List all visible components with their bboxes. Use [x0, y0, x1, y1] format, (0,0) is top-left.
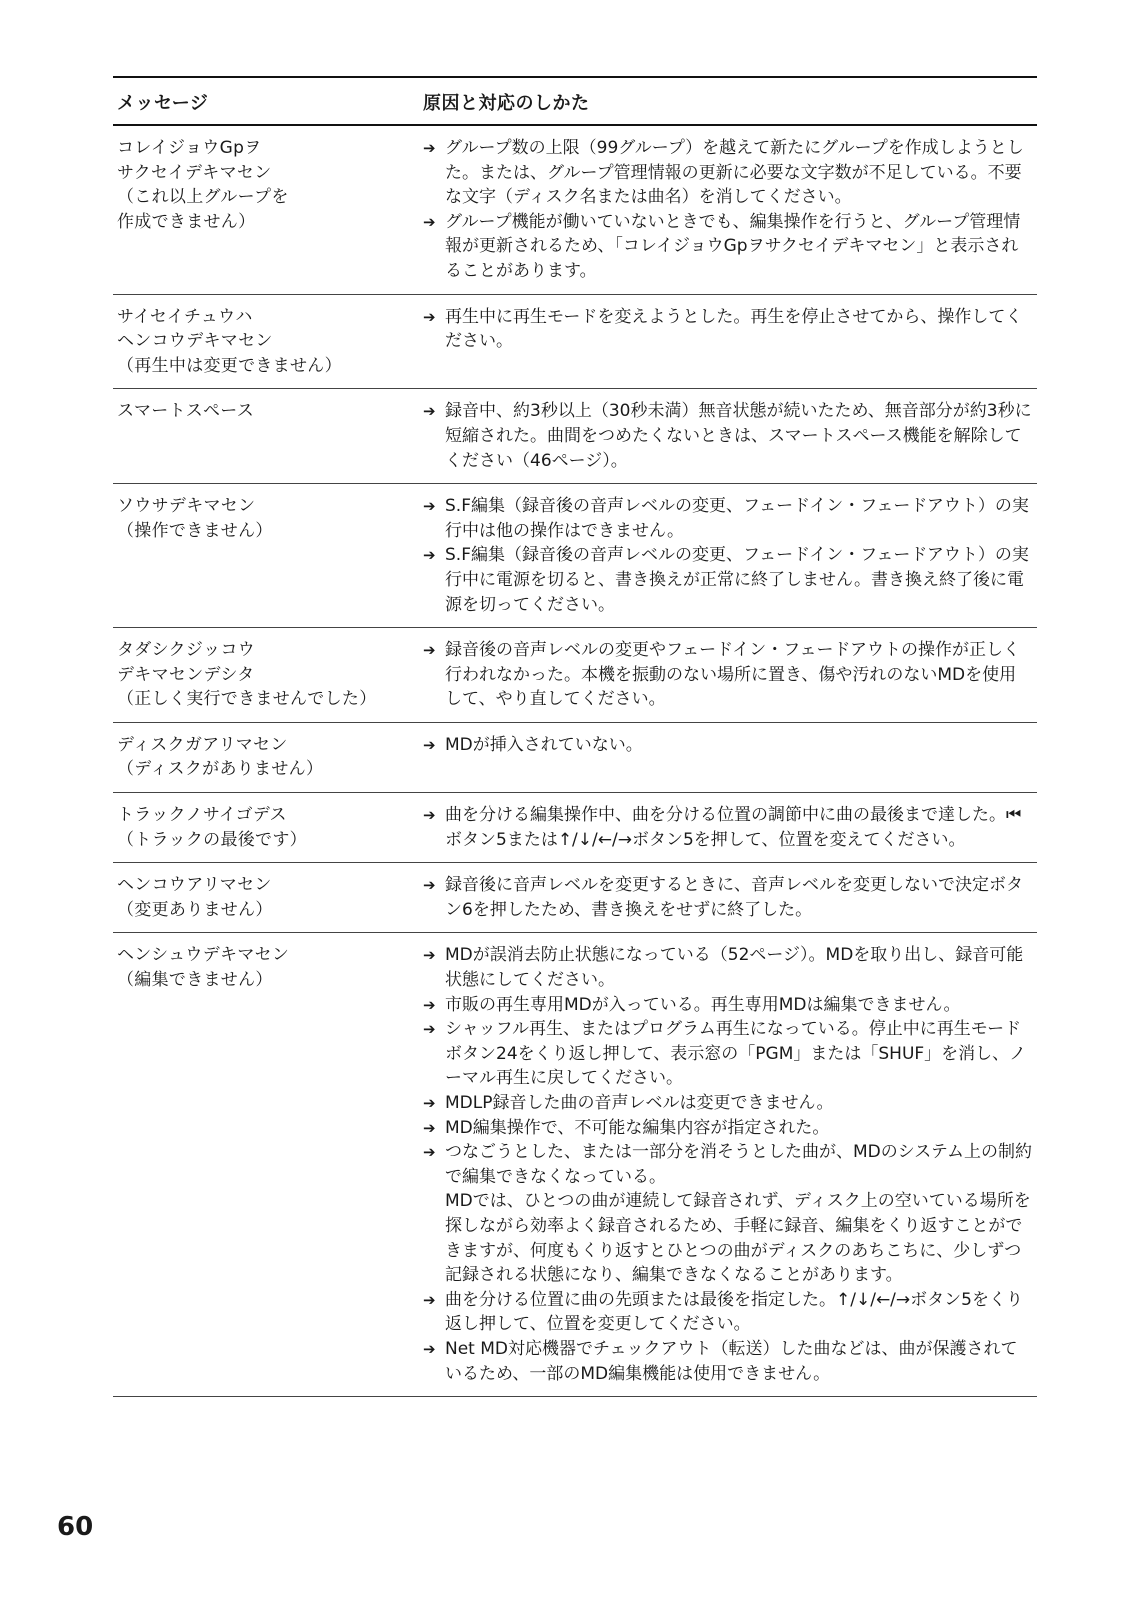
- arrow-icon: ➔: [423, 1020, 436, 1039]
- arrow-icon: ➔: [423, 402, 436, 421]
- cause-text: MDLP録音した曲の音声レベルは変更できません。: [445, 1093, 834, 1113]
- table-row: [113, 125, 1037, 294]
- page-number: 60: [57, 1512, 94, 1542]
- table-row: [113, 484, 1037, 628]
- cause-text: つなごうとした、または一部分を消そうとした曲が、MDのシステム上の制約で編集できなくなっている。: [445, 1142, 1033, 1187]
- message-line: （正しく実行できませんでした）: [117, 689, 377, 710]
- table-row: [113, 933, 1037, 1397]
- arrow-icon: ➔: [423, 1290, 436, 1309]
- cause-cell: [419, 628, 1037, 723]
- message-line: （編集できません）: [117, 970, 273, 991]
- message-line: デキマセンデシタ: [117, 664, 255, 685]
- table-header-row: [113, 77, 1037, 125]
- cause-item: [423, 1017, 1033, 1091]
- message-line: （これ以上グループを: [117, 187, 289, 208]
- message-cell: [113, 863, 419, 933]
- troubleshooting-table-container: [113, 76, 1037, 1397]
- cause-item: [423, 993, 1033, 1018]
- message-cell: [113, 125, 419, 294]
- arrow-icon: ➔: [423, 735, 436, 754]
- cause-text: 録音後に音声レベルを変更するときに、音声レベルを変更しないで決定ボタン6を押したため、書き換えをせずに終了した。: [445, 875, 1023, 920]
- arrow-icon: ➔: [423, 497, 436, 516]
- message-cell: [113, 933, 419, 1397]
- cause-cell: [419, 484, 1037, 628]
- message-line: ヘンシュウデキマセン: [117, 945, 290, 966]
- cause-text: S.F編集（録音後の音声レベルの変更、フェードイン・フェードアウト）の実行中に電源を切ると、書き換えが正常に終了しません。書き換え終了後に電源を切ってください。: [445, 545, 1029, 615]
- arrow-icon: ➔: [423, 307, 436, 326]
- cause-cell: [419, 389, 1037, 484]
- message-line: ソウサデキマセン: [117, 496, 256, 517]
- arrow-icon: ➔: [423, 995, 436, 1014]
- message-line: サイセイチュウハ: [117, 306, 253, 327]
- table-body: [113, 125, 1037, 1397]
- cause-text: グループ機能が働いていないときでも、編集操作を行うと、グループ管理情報が更新されるため、「コレイジョウGpヲサクセイデキマセン」と表示されることがあります。: [445, 211, 1021, 281]
- message-line: サクセイデキマセン: [117, 162, 272, 183]
- cause-item: [423, 399, 1033, 473]
- message-line: タダシクジッコウ: [117, 640, 256, 661]
- arrow-icon: ➔: [423, 1118, 436, 1137]
- cause-text: 録音中、約3秒以上（30秒未満）無音状態が続いたため、無音部分が約3秒に短縮された。曲間をつめたくないときは、スマートスペース機能を解除してください（46ページ）。: [445, 401, 1032, 471]
- cause-item: [423, 733, 1033, 758]
- cause-item: [423, 873, 1033, 922]
- message-line: コレイジョウGpヲ: [117, 138, 262, 158]
- message-cell: [113, 389, 419, 484]
- message-line: （トラックの最後です）: [117, 829, 307, 850]
- cause-item: [423, 638, 1033, 712]
- message-line: 作成できません）: [117, 211, 256, 232]
- cause-item: [423, 1337, 1033, 1386]
- cause-item: [423, 210, 1033, 284]
- arrow-icon: ➔: [423, 946, 436, 965]
- message-line: スマートスペース: [117, 401, 255, 422]
- arrow-icon: ➔: [423, 1143, 436, 1162]
- message-line: ヘンコウデキマセン: [117, 331, 273, 352]
- cause-item: [423, 1288, 1033, 1337]
- cause-text: MDが誤消去防止状態になっている（52ページ）。MDを取り出し、録音可能状態にしてください。: [445, 945, 1024, 991]
- cause-item: [423, 803, 1033, 852]
- message-cell: [113, 628, 419, 723]
- cause-cell: [419, 793, 1037, 863]
- table-row: [113, 628, 1037, 723]
- arrow-icon: ➔: [423, 546, 436, 565]
- arrow-icon: ➔: [423, 641, 436, 660]
- cause-item: [423, 543, 1033, 617]
- message-cell: [113, 484, 419, 628]
- cause-note: MDでは、ひとつの曲が連続して録音されず、ディスク上の空いている場所を探しながら効率よく録音されるため、手軽に録音、編集をくり返すことができますが、何度もくり返すとひとつの曲がディスクのあちこちに、少しずつ記録される状態になり、編集できなくなることがあります。: [445, 1191, 1031, 1286]
- cause-item: [423, 305, 1033, 354]
- cause-text: グループ数の上限（99グループ）を越えて新たにグループを作成しようとした。または、グループ管理情報の更新に必要な文字数が不足している。不要な文字（ディスク名または曲名）を消してください。: [445, 138, 1024, 208]
- arrow-icon: ➔: [423, 212, 436, 231]
- cause-text: 市販の再生専用MDが入っている。再生専用MDは編集できません。: [445, 994, 961, 1015]
- cause-cell: [419, 933, 1037, 1397]
- message-line: （変更ありません）: [117, 899, 273, 920]
- message-line: ヘンコウアリマセン: [117, 875, 272, 896]
- cause-text: 録音後の音声レベルの変更やフェードイン・フェードアウトの操作が正しく行われなかった。本機を振動のない場所に置き、傷や汚れのないMDを使用して、やり直してください。: [445, 640, 1020, 710]
- table-row: [113, 722, 1037, 792]
- table-row: [113, 294, 1037, 389]
- cause-item: [423, 943, 1033, 992]
- message-line: （ディスクがありません）: [117, 759, 324, 780]
- cause-cell: [419, 863, 1037, 933]
- message-cell: [113, 294, 419, 389]
- cause-cell: [419, 294, 1037, 389]
- cause-item: [423, 1091, 1033, 1116]
- message-cell: [113, 793, 419, 863]
- cause-text: MDが挿入されていない。: [445, 734, 643, 755]
- message-line: ディスクガアリマセン: [117, 734, 288, 755]
- message-cell: [113, 722, 419, 792]
- cause-cell: [419, 125, 1037, 294]
- arrow-icon: ➔: [423, 876, 436, 895]
- cause-item: [423, 1116, 1033, 1141]
- arrow-icon: ➔: [423, 139, 436, 157]
- cause-text: 再生中に再生モードを変えようとした。再生を停止させてから、操作してください。: [445, 306, 1023, 352]
- header-message: メッセージ: [117, 93, 209, 114]
- table-row: [113, 389, 1037, 484]
- cause-item: [423, 494, 1033, 543]
- arrow-icon: ➔: [423, 806, 436, 825]
- cause-item: [423, 136, 1033, 210]
- cause-text: Net MD対応機器でチェックアウト（転送）した曲などは、曲が保護されているため、一部のMD編集機能は使用できません。: [445, 1338, 1018, 1384]
- cause-text: シャッフル再生、またはプログラム再生になっている。停止中に再生モードボタン24をくり返し押して、表示窓の「PGM」または「SHUF」を消し、ノーマル再生に戻してください。: [445, 1019, 1027, 1089]
- table-row: [113, 793, 1037, 863]
- arrow-icon: ➔: [423, 1094, 436, 1112]
- message-table: [113, 76, 1037, 1397]
- cause-text: S.F編集（録音後の音声レベルの変更、フェードイン・フェードアウト）の実行中は他の操作はできません。: [445, 496, 1029, 541]
- message-line: トラックノサイゴデス: [117, 805, 287, 826]
- cause-cell: [419, 722, 1037, 792]
- cause-item: [423, 1140, 1033, 1189]
- message-line: （操作できません）: [117, 520, 273, 541]
- header-cause: 原因と対応のしかた: [423, 93, 590, 114]
- cause-text: 曲を分ける編集操作中、曲を分ける位置の調節中に曲の最後まで達した。⏮ ボタン5または↑/↓/←/→ボタン5を押して、位置を変えてください。: [445, 805, 1022, 850]
- cause-text: MD編集操作で、不可能な編集内容が指定された。: [445, 1117, 830, 1138]
- cause-text: 曲を分ける位置に曲の先頭または最後を指定した。↑/↓/←/→ボタン5をくり返し押して、位置を変更してください。: [445, 1289, 1023, 1335]
- message-line: （再生中は変更できません）: [117, 355, 342, 376]
- table-row: [113, 863, 1037, 933]
- arrow-icon: ➔: [423, 1339, 436, 1358]
